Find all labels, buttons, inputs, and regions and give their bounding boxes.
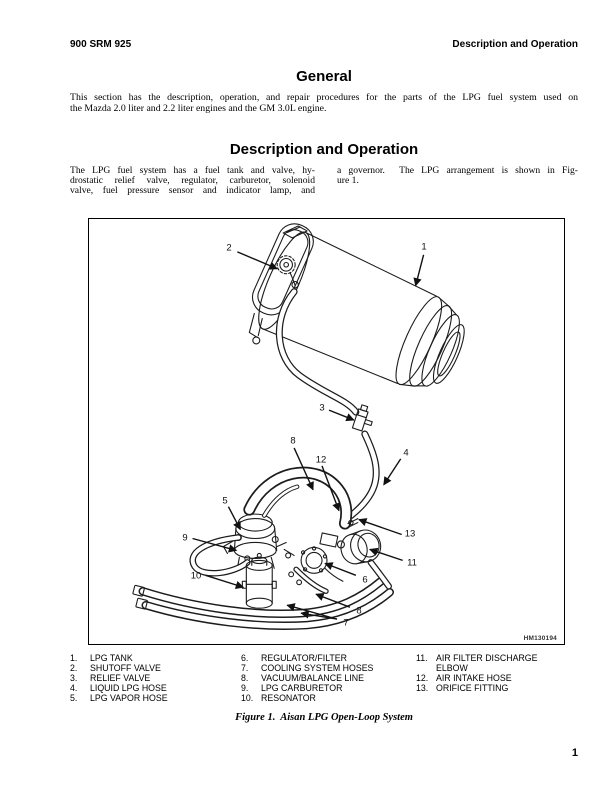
- legend-item-label: LPG VAPOR HOSE: [90, 693, 168, 703]
- callout-5: 5: [222, 495, 228, 507]
- legend-item-number: 9.: [241, 683, 249, 693]
- regulator-drawing: [301, 533, 344, 581]
- legend-item-number: 5.: [70, 693, 78, 703]
- general-paragraph-line: the Mazda 2.0 liter and 2.2 liter engines and the GM 3.0L engine.: [70, 103, 327, 115]
- description-line: drostatic relief valve, regulator, carburetor, solenoid: [70, 176, 315, 187]
- callout-8a: 8: [290, 435, 296, 447]
- legend-column-3: [416, 653, 548, 693]
- legend-item-label: SHUTOFF VALVE: [90, 663, 161, 673]
- callout-8b: 8: [356, 605, 362, 617]
- figure-box: [88, 218, 565, 645]
- callout-arrows: [190, 252, 424, 619]
- legend-item-number: 6.: [241, 653, 249, 663]
- shutoff-valve-drawing: [277, 256, 298, 288]
- legend-item: [416, 683, 548, 693]
- legend-item: [70, 673, 168, 683]
- legend-item: [241, 673, 373, 683]
- legend-item-label: REGULATOR/FILTER: [261, 653, 348, 663]
- legend-item-label: COOLING SYSTEM HOSES: [261, 663, 374, 673]
- legend-item: [70, 663, 168, 673]
- page-number: 1: [571, 747, 578, 759]
- legend-item-number: 3.: [70, 673, 78, 683]
- legend-item: [70, 653, 168, 663]
- description-line: ure 1.: [337, 176, 359, 187]
- legend-item-label: RESONATOR: [261, 693, 316, 703]
- legend-item-number: 2.: [70, 663, 78, 673]
- general-title: General: [296, 68, 352, 85]
- lpg-system-diagram: [89, 219, 564, 644]
- legend-item-number: 4.: [70, 683, 78, 693]
- callout-6: 6: [362, 574, 368, 586]
- cooling-hoses-drawing: [133, 581, 390, 625]
- legend-item-label: LPG CARBURETOR: [261, 683, 343, 693]
- description-line: a governor. The LPG arrangement is shown in Fig-: [337, 166, 578, 176]
- general-paragraph-line: This section has the description, operation, and repair procedures for the parts of the LPG fuel system used on: [70, 92, 578, 103]
- legend-item-label: RELIEF VALVE: [90, 673, 151, 683]
- page-header: [70, 39, 578, 50]
- general-paragraph: [70, 92, 578, 115]
- legend-item-number: 11.: [416, 653, 428, 663]
- description-column-right: [337, 166, 578, 186]
- legend-item-number: 13.: [416, 683, 429, 693]
- legend-item: [70, 693, 168, 703]
- legend-column-2: [241, 653, 373, 703]
- legend-item: [416, 653, 548, 673]
- legend-item: [70, 683, 168, 693]
- legend-item: [241, 683, 373, 693]
- legend-item-number: 1.: [70, 653, 78, 663]
- legend-item: [416, 673, 548, 683]
- legend-item-label: ORIFICE FITTING: [436, 683, 509, 693]
- legend-item-number: 12.: [416, 673, 429, 683]
- legend-item-number: 7.: [241, 663, 249, 673]
- liquid-lpg-hose-drawing: [279, 292, 356, 412]
- liquid-lpg-hose-lower-drawing: [351, 434, 376, 516]
- figure-caption: Figure 1. Aisan LPG Open-Loop System: [235, 712, 413, 723]
- legend-item-number: 10.: [241, 693, 254, 703]
- legend-item: [241, 693, 373, 703]
- description-line: The LPG fuel system has a fuel tank and valve, hy-: [70, 166, 315, 176]
- legend-item-number: 8.: [241, 673, 249, 683]
- legend-item-label: AIR INTAKE HOSE: [436, 673, 512, 683]
- description-title: Description and Operation: [229, 141, 419, 158]
- callout-13: 13: [404, 528, 416, 540]
- description-column-left: [70, 166, 315, 196]
- legend-item-label: LIQUID LPG HOSE: [90, 683, 167, 693]
- callout-10: 10: [190, 570, 202, 582]
- description-line: valve, fuel pressure sensor and indicator lamp, and: [70, 186, 315, 197]
- legend-column-1: [70, 653, 168, 703]
- legend-item-label: LPG TANK: [90, 653, 133, 663]
- callout-11: 11: [407, 557, 417, 569]
- figure-watermark: HM130194: [523, 635, 557, 642]
- legend-item-label: VACUUM/BALANCE LINE: [261, 673, 364, 683]
- header-section-title: Description and Operation: [452, 39, 578, 50]
- callout-4: 4: [403, 447, 409, 459]
- figure-legend: [70, 653, 578, 705]
- callout-12: 12: [315, 454, 327, 466]
- callout-2: 2: [226, 242, 232, 254]
- legend-item: [241, 663, 373, 673]
- callout-3: 3: [319, 402, 325, 414]
- callout-7: 7: [343, 617, 349, 629]
- legend-item: [241, 653, 373, 663]
- discharge-elbow-drawing: [337, 527, 384, 568]
- callout-1: 1: [421, 241, 427, 253]
- callout-9: 9: [182, 532, 188, 544]
- legend-item-label: AIR FILTER DISCHARGE ELBOW: [436, 653, 538, 673]
- header-doc-code: 900 SRM 925: [70, 39, 132, 50]
